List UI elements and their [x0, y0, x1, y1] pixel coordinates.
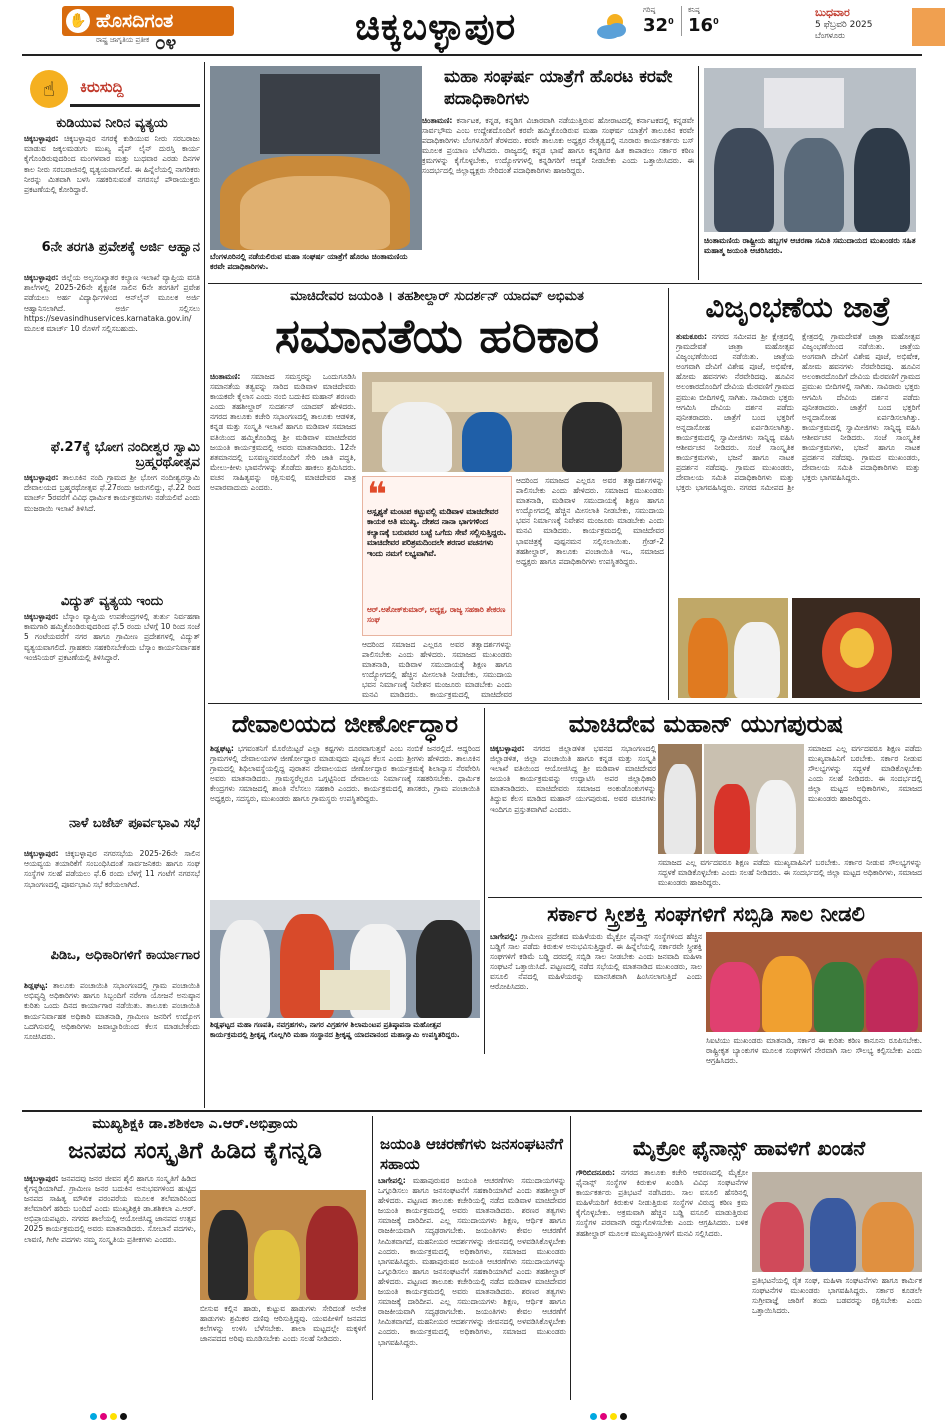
brief-heading: ಫೆ.27ಕ್ಕೆ ಭೋಗ ನಂದೀಶ್ವರ ಸ್ವಾಮಿ ಬ್ರಹ್ಮರಥೋತ್ಸವ	[50, 440, 200, 470]
briefs-title: ಕಿರುಸುದ್ದಿ	[80, 78, 124, 96]
pullquote-text: ಅಸ್ಪೃಶ್ಯತೆ ಮಂಟಪ ಕಟ್ಟುವಲ್ಲಿ ಮಡಿವಾಳ ಮಾಚಿದೇವರ ಕಾಯಕ ಅತಿ ಮುಖ್ಯ. ದೇಶದ ನಾನಾ ಭಾಗಗಳಿಂದ ಕಲ್ಯಾಣಕ್ಕೆ ಬರುವವರ ಬಟ್ಟೆ ಒಗೆದು ಸೇವೆ ಸಲ್ಲಿಸುತ್ತಿದ್ದರು. ಮಾಚಿದೇವರ ಪರಿಶ್ರಮದಿಂದಲೇ ಶರಣರ ವಚನಗಳು ಇಂದು ನಮಗೆ ಲಭ್ಯವಾಗಿವೆ.	[367, 507, 507, 558]
logo-emblem-icon: ✋	[66, 9, 90, 33]
section-title: ಚಿಕ್ಕಬಳ್ಳಾಪುರ	[355, 4, 517, 48]
column-divider	[204, 62, 205, 1108]
story7-photo	[200, 1190, 366, 1300]
story9-body-a: ಗೌರಿಬಿದನೂರು: ನಗರದ ತಾಲೂಕು ಕಚೇರಿ ಆವರಣದಲ್ಲಿ ಮೈಕ್ರೋ ಫೈನಾನ್ಸ್ ಸಂಸ್ಥೆಗಳ ಕಿರುಕುಳ ಖಂಡಿಸಿ ವಿವಿಧ ಸಂಘಟನೆಗಳ ಕಾರ್ಯಕರ್ತರು ಪ್ರತಿಭಟನೆ ನಡೆಸಿದರು. ಸಾಲ ವಸೂಲಿ ಹೆಸರಿನಲ್ಲಿ ಮಹಿಳೆಯರಿಗೆ ಕಿರುಕುಳ ನೀಡುತ್ತಿರುವ ಸಂಸ್ಥೆಗಳ ವಿರುದ್ಧ ಕಠಿಣ ಕ್ರಮ ಕೈಗೊಳ್ಳಬೇಕು. ಅಕ್ರಮವಾಗಿ ಹೆಚ್ಚಿನ ಬಡ್ಡಿ ವಸೂಲಿ ಮಾಡುತ್ತಿರುವ ಸಂಸ್ಥೆಗಳ ಪರವಾನಗಿ ರದ್ದುಗೊಳಿಸಬೇಕು ಎಂದು ಆಗ್ರಹಿಸಿದರು. ಬಳಿಕ ತಹಶೀಲ್ದಾರ್ ಮೂಲಕ ಮುಖ್ಯಮಂತ್ರಿಗಳಿಗೆ ಮನವಿ ಸಲ್ಲಿಸಿದರು.	[576, 1168, 748, 1238]
briefs-rule	[70, 104, 200, 107]
story3-body: ತುಮಕೂರು: ನಗರದ ಸಮೀಪದ ಶ್ರೀ ಕ್ಷೇತ್ರದಲ್ಲಿ ಗ್ರಾಮದೇವತೆ ಜಾತ್ರಾ ಮಹೋತ್ಸವ ವಿಜೃಂಭಣೆಯಿಂದ ನಡೆಯಿತು. ಜಾತ್ರೆಯ ಅಂಗವಾಗಿ ದೇವಿಗೆ ವಿಶೇಷ ಪೂಜೆ, ಅಭಿಷೇಕ, ಹೋಮ ಹವನಗಳು ನೆರವೇರಿದವು. ಹೂವಿನ ಅಲಂಕಾರದೊಂದಿಗೆ ದೇವಿಯ ಮೆರವಣಿಗೆ ಗ್ರಾಮದ ಪ್ರಮುಖ ಬೀದಿಗಳಲ್ಲಿ ಸಾಗಿತು. ಸಾವಿರಾರು ಭಕ್ತರು ಆಗಮಿಸಿ ದೇವಿಯ ದರ್ಶನ ಪಡೆದು ಪುನೀತರಾದರು. ಜಾತ್ರೆಗೆ ಬಂದ ಭಕ್ತರಿಗೆ ಅನ್ನದಾಸೋಹ ಏರ್ಪಡಿಸಲಾಗಿತ್ತು. ಕಾರ್ಯಕ್ರಮದಲ್ಲಿ ಸ್ವಾಮೀಜಿಗಳು ಸಾನ್ನಿಧ್ಯ ವಹಿಸಿ ಆಶೀರ್ವಚನ ನೀಡಿದರು. ಸಂಜೆ ಸಾಂಸ್ಕೃತಿಕ ಕಾರ್ಯಕ್ರಮಗಳು, ಭಜನೆ ಹಾಗೂ ನಾಟಕ ಪ್ರದರ್ಶನ ನಡೆದವು. ಗ್ರಾಮದ ಮುಖಂಡರು, ದೇವಾಲಯ ಸಮಿತಿ ಪದಾಧಿಕಾರಿಗಳು ಮತ್ತು ಭಕ್ತರು ಭಾಗವಹಿಸಿದ್ದರು. ನಗರದ ಸಮೀಪದ ಶ್ರೀ ಕ್ಷೇತ್ರದಲ್ಲಿ ಗ್ರಾಮದೇವತೆ ಜಾತ್ರಾ ಮಹೋತ್ಸವ ವಿಜೃಂಭಣೆಯಿಂದ ನಡೆಯಿತು. ಜಾತ್ರೆಯ ಅಂಗವಾಗಿ ದೇವಿಗೆ ವಿಶೇಷ ಪೂಜೆ, ಅಭಿಷೇಕ, ಹೋಮ ಹವನಗಳು ನೆರವೇರಿದವು. ಹೂವಿನ ಅಲಂಕಾರದೊಂದಿಗೆ ದೇವಿಯ ಮೆರವಣಿಗೆ ಗ್ರಾಮದ ಪ್ರಮುಖ ಬೀದಿಗಳಲ್ಲಿ ಸಾಗಿತು. ಸಾವಿರಾರು ಭಕ್ತರು ಆಗಮಿಸಿ ದೇವಿಯ ದರ್ಶನ ಪಡೆದು ಪುನೀತರಾದರು. ಜಾತ್ರೆಗೆ ಬಂದ ಭಕ್ತರಿಗೆ ಅನ್ನದಾಸೋಹ ಏರ್ಪಡಿಸಲಾಗಿತ್ತು. ಕಾರ್ಯಕ್ರಮದಲ್ಲಿ ಸ್ವಾಮೀಜಿಗಳು ಸಾನ್ನಿಧ್ಯ ವಹಿಸಿ ಆಶೀರ್ವಚನ ನೀಡಿದರು. ಸಂಜೆ ಸಾಂಸ್ಕೃತಿಕ ಕಾರ್ಯಕ್ರಮಗಳು, ಭಜನೆ ಹಾಗೂ ನಾಟಕ ಪ್ರದರ್ಶನ ನಡೆದವು. ಗ್ರಾಮದ ಮುಖಂಡರು, ದೇವಾಲಯ ಸಮಿತಿ ಪದಾಧಿಕಾರಿಗಳು ಮತ್ತು ಭಕ್ತರು ಭಾಗವಹಿಸಿದ್ದರು.	[676, 332, 920, 493]
story5-body-b: ಸಮಾಜದ ಎಲ್ಲ ವರ್ಗದವರೂ ಶಿಕ್ಷಣ ಪಡೆದು ಮುಖ್ಯವಾಹಿನಿಗೆ ಬರಬೇಕು. ಸರ್ಕಾರ ನೀಡುವ ಸೌಲಭ್ಯಗಳನ್ನು ಸದ್ಬಳಕೆ ಮಾಡಿಕೊಳ್ಳಬೇಕು ಎಂದು ಸಲಹೆ ನೀಡಿದರು. ಈ ಸಂದರ್ಭದಲ್ಲಿ ಜಿಲ್ಲಾ ಮಟ್ಟದ ಅಧಿಕಾರಿಗಳು, ಸಮಾಜದ ಮುಖಂಡರು ಹಾಜರಿದ್ದರು.	[808, 744, 922, 804]
story2-body-c: ಆದರಿಂದ ಸಮಾಜದ ಎಲ್ಲರೂ ಅವರ ತತ್ವಾದರ್ಶಗಳನ್ನು ಪಾಲಿಸಬೇಕು ಎಂದು ಹೇಳಿದರು. ಸಮಾಜದ ಮುಖಂಡರು ಮಾತನಾಡಿ, ಮಡಿವಾಳ ಸಮುದಾಯಕ್ಕೆ ಶಿಕ್ಷಣ ಹಾಗೂ ಉದ್ಯೋಗದಲ್ಲಿ ಹೆಚ್ಚಿನ ಮೀಸಲಾತಿ ನೀಡಬೇಕು, ಸಮುದಾಯ ಭವನ ನಿರ್ಮಾಣಕ್ಕೆ ನಿವೇಶನ ಮಂಜೂರು ಮಾಡಬೇಕು ಎಂದು ಮನವಿ ಮಾಡಿದರು. ಕಾರ್ಯಕ್ರಮದಲ್ಲಿ ಮಾಚಿದೇವರ	[362, 640, 512, 700]
brief-text: ಚಿಕ್ಕಬಳ್ಳಾಪುರ: ಚಿಕ್ಕಬಳ್ಳಾಪುರ ನಗರಸಭೆಯ 2025-26ನೇ ಸಾಲಿನ ಆಯವ್ಯಯ ತಯಾರಿಕೆಗೆ ಸಂಬಂಧಿಸಿದಂತೆ ಸಾರ್ವಜನಿಕರು ಹಾಗೂ ಸಂಘ ಸಂಸ್ಥೆಗಳ ಸಲಹೆ ಪಡೆಯಲು ಫೆ.6 ರಂದು ಬೆಳಗ್ಗೆ 11 ಗಂಟೆಗೆ ನಗರಸಭೆ ಸಭಾಂಗಣದಲ್ಲಿ ಪೂರ್ವಭಾವಿ ಸಭೆ ಕರೆಯಲಾಗಿದೆ.	[24, 849, 200, 889]
brief-item	[24, 594, 200, 808]
max-temp-label: ಗರಿಷ್ಠ	[643, 6, 656, 14]
story1-photo-right-caption: ಚಿಂತಾಮಣಿಯ ರಾಷ್ಟ್ರೀಯ ಹಬ್ಬಗಳ ಆಚರಣಾ ಸಮಿತಿ ಸಮುದಾಯದ ಮುಖಂಡರು ಸಹಿತ ಮಹಾತ್ಮ ಜಯಂತಿ ಆಚರಿಸಿದರು.	[704, 236, 916, 255]
temperature-box	[643, 6, 723, 46]
story2-body-b: ಆದರಿಂದ ಸಮಾಜದ ಎಲ್ಲರೂ ಅವರ ತತ್ವಾದರ್ಶಗಳನ್ನು ಪಾಲಿಸಬೇಕು ಎಂದು ಹೇಳಿದರು. ಸಮಾಜದ ಮುಖಂಡರು ಮಾತನಾಡಿ, ಮಡಿವಾಳ ಸಮುದಾಯಕ್ಕೆ ಶಿಕ್ಷಣ ಹಾಗೂ ಉದ್ಯೋಗದಲ್ಲಿ ಹೆಚ್ಚಿನ ಮೀಸಲಾತಿ ನೀಡಬೇಕು, ಸಮುದಾಯ ಭವನ ನಿರ್ಮಾಣಕ್ಕೆ ನಿವೇಶನ ಮಂಜೂರು ಮಾಡಬೇಕು ಎಂದು ಮನವಿ ಮಾಡಿದರು. ಕಾರ್ಯಕ್ರಮದಲ್ಲಿ ಮಾಚಿದೇವರ ಭಾವಚಿತ್ರಕ್ಕೆ ಪುಷ್ಪನಮನ ಸಲ್ಲಿಸಲಾಯಿತು. ಗ್ರೇಡ್-2 ತಹಶೀಲ್ದಾರ್, ತಾಲೂಕು ಪಂಚಾಯಿತಿ ಇಒ, ಸಮಾಜದ ಅಧ್ಯಕ್ಷರು ಹಾಗೂ ಪದಾಧಿಕಾರಿಗಳು ಉಪಸ್ಥಿತರಿದ್ದರು.	[516, 476, 664, 566]
story3-photo-left	[678, 598, 788, 698]
story5-photo-center	[704, 744, 804, 854]
story9-headline: ಮೈಕ್ರೋ ಫೈನಾನ್ಸ್ ಹಾವಳಿಗೆ ಖಂಡನೆ	[632, 1136, 866, 1160]
min-temp-label: ಕನಿಷ್ಠ	[688, 6, 700, 14]
brief-item	[24, 948, 200, 1105]
max-temp: $32^0$	[643, 15, 674, 36]
story2-body-a: ಚಿಂತಾಮಣಿ: ಸಮಾಜದ ಸಮಸ್ತರನ್ನು ಒಂದುಗೂಡಿಸಿ ಸಮಾನತೆಯ ತತ್ವವನ್ನು ಸಾರಿದ ಮಡಿವಾಳ ಮಾಚಿದೇವರು ಕಾಯಕವೇ ಕೈಲಾಸ ಎಂದು ನಂಬಿ ಬದುಕಿದ ಮಹಾನ್ ಶರಣರು ಎಂದು ತಹಶೀಲ್ದಾರ್ ಸುದರ್ಶನ್ ಯಾದವ್ ಹೇಳಿದರು. ನಗರದ ತಾಲೂಕು ಕಚೇರಿ ಸಭಾಂಗಣದಲ್ಲಿ ತಾಲೂಕು ಆಡಳಿತ, ಕನ್ನಡ ಮತ್ತು ಸಂಸ್ಕೃತಿ ಇಲಾಖೆ ಹಾಗೂ ಮಡಿವಾಳ ಸಮಾಜದ ವತಿಯಿಂದ ಹಮ್ಮಿಕೊಂಡಿದ್ದ ಶ್ರೀ ಮಡಿವಾಳ ಮಾಚಿದೇವರ ಜಯಂತಿ ಕಾರ್ಯಕ್ರಮದಲ್ಲಿ ಅವರು ಮಾತನಾಡಿದರು. 12ನೇ ಶತಮಾನದಲ್ಲಿ ಬಸವಣ್ಣನವರೊಂದಿಗೆ ಸೇರಿ ಜಾತಿ ಪದ್ಧತಿ, ಮೇಲು-ಕೀಳು ಭಾವನೆಗಳನ್ನು ತೊಡೆದು ಹಾಕಲು ಶ್ರಮಿಸಿದರು. ವಚನ ಸಾಹಿತ್ಯವನ್ನು ರಕ್ಷಿಸುವಲ್ಲಿ ಮಾಚಿದೇವರ ಪಾತ್ರ ಅಪಾರವಾದುದು ಎಂದರು.	[210, 372, 356, 493]
story1-photo-right	[704, 68, 916, 232]
brief-item	[24, 116, 200, 242]
masthead-rule	[22, 54, 922, 56]
brief-item	[24, 240, 200, 431]
story8-body: ಬಾಗೇಪಲ್ಲಿ: ಮಹಾಪುರುಷರ ಜಯಂತಿ ಆಚರಣೆಗಳು ಸಮುದಾಯಗಳನ್ನು ಒಗ್ಗೂಡಿಸಲು ಹಾಗೂ ಜನಸಂಘಟನೆಗೆ ಸಹಕಾರಿಯಾಗಿವೆ ಎಂದು ತಹಶೀಲ್ದಾರ್ ಹೇಳಿದರು. ಪಟ್ಟಣದ ತಾಲೂಕು ಕಚೇರಿಯಲ್ಲಿ ನಡೆದ ಮಡಿವಾಳ ಮಾಚಿದೇವರ ಜಯಂತಿ ಕಾರ್ಯಕ್ರಮದಲ್ಲಿ ಅವರು ಮಾತನಾಡಿದರು. ಶರಣರ ತತ್ವಗಳು ಸಮಾಜಕ್ಕೆ ದಾರಿದೀಪ. ಎಲ್ಲ ಸಮುದಾಯಗಳು ಶಿಕ್ಷಣ, ಆರ್ಥಿಕ ಹಾಗೂ ರಾಜಕೀಯವಾಗಿ ಸದೃಢರಾಗಬೇಕು. ಜಯಂತಿಗಳು ಕೇವಲ ಆಚರಣೆಗೆ ಸೀಮಿತವಾಗದೆ, ಮಹನೀಯರ ಆದರ್ಶಗಳನ್ನು ಜೀವನದಲ್ಲಿ ಅಳವಡಿಸಿಕೊಳ್ಳಬೇಕು ಎಂದರು. ಕಾರ್ಯಕ್ರಮದಲ್ಲಿ ಅಧಿಕಾರಿಗಳು, ಸಮಾಜದ ಮುಖಂಡರು ಭಾಗವಹಿಸಿದ್ದರು. ಮಹಾಪುರುಷರ ಜಯಂತಿ ಆಚರಣೆಗಳು ಸಮುದಾಯಗಳನ್ನು ಒಗ್ಗೂಡಿಸಲು ಹಾಗೂ ಜನಸಂಘಟನೆಗೆ ಸಹಕಾರಿಯಾಗಿವೆ ಎಂದು ತಹಶೀಲ್ದಾರ್ ಹೇಳಿದರು. ಪಟ್ಟಣದ ತಾಲೂಕು ಕಚೇರಿಯಲ್ಲಿ ನಡೆದ ಮಡಿವಾಳ ಮಾಚಿದೇವರ ಜಯಂತಿ ಕಾರ್ಯಕ್ರಮದಲ್ಲಿ ಅವರು ಮಾತನಾಡಿದರು. ಶರಣರ ತತ್ವಗಳು ಸಮಾಜಕ್ಕೆ ದಾರಿದೀಪ. ಎಲ್ಲ ಸಮುದಾಯಗಳು ಶಿಕ್ಷಣ, ಆರ್ಥಿಕ ಹಾಗೂ ರಾಜಕೀಯವಾಗಿ ಸದೃಢರಾಗಬೇಕು. ಜಯಂತಿಗಳು ಕೇವಲ ಆಚರಣೆಗೆ ಸೀಮಿತವಾಗದೆ, ಮಹನೀಯರ ಆದರ್ಶಗಳನ್ನು ಜೀವನದಲ್ಲಿ ಅಳವಡಿಸಿಕೊಳ್ಳಬೇಕು ಎಂದರು. ಕಾರ್ಯಕ್ರಮದಲ್ಲಿ ಅಧಿಕಾರಿಗಳು, ಸಮಾಜದ ಮುಖಂಡರು ಭಾಗವಹಿಸಿದ್ದರು.	[378, 1176, 566, 1347]
story2-headline: ಸಮಾನತೆಯ ಹರಿಕಾರ	[274, 309, 600, 364]
story1-photo-left	[210, 66, 422, 250]
story2-photo	[362, 372, 664, 472]
story7-headline: ಜನಪದ ಸಂಸ್ಕೃತಿಗೆ ಹಿಡಿದ ಕೈಗನ್ನಡಿ	[68, 1137, 322, 1164]
corner-tab	[912, 8, 945, 46]
story6-body-b: ಸಿಐಟಿಯು ಮುಖಂಡರು ಮಾತನಾಡಿ, ಸರ್ಕಾರ ಈ ಕುರಿತು ಕಠಿಣ ಕಾನೂನು ರೂಪಿಸಬೇಕು. ರಾಷ್ಟ್ರೀಕೃತ ಬ್ಯಾಂಕುಗಳ ಮೂಲಕ ಸಂಘಗಳಿಗೆ ನೇರವಾಗಿ ಸಾಲ ಸೌಲಭ್ಯ ಕಲ್ಪಿಸಬೇಕು ಎಂದು ಆಗ್ರಹಿಸಿದರು.	[706, 1036, 922, 1066]
edition-place: ಬೆಂಗಳೂರು	[815, 31, 845, 40]
brief-text: ಚಿಕ್ಕಬಳ್ಳಾಪುರ: ಚಿಕ್ಕಬಳ್ಳಾಪುರ ನಗರಕ್ಕೆ ಕುಡಿಯುವ ನೀರು ಸರಬರಾಜು ಮಾಡುವ ಜಕ್ಕಲಮಡುಗು ಮುಖ್ಯ ಪೈಪ್ ಲೈನ್ ದುರಸ್ತಿ ಕಾರ್ಯ ಕೈಗೊಂಡಿರುವುದರಿಂದ ಮಂಗಳವಾರ ಮತ್ತು ಬುಧವಾರ ಎರಡು ದಿನಗಳ ಕಾಲ ನೀರು ಸರಬರಾಜಿನಲ್ಲಿ ವ್ಯತ್ಯಯವಾಗಲಿದೆ. ಈ ಹಿನ್ನೆಲೆಯಲ್ಲಿ ನಾಗರಿಕರು ನೀರನ್ನು ಮಿತವಾಗಿ ಬಳಸಿ ಸಹಕರಿಸುವಂತೆ ನಗರಸಭೆ ಪೌರಾಯುಕ್ತರು ಪ್ರಕಟಣೆಯಲ್ಲಿ ಕೋರಿದ್ದಾರೆ.	[24, 134, 200, 195]
story5-headline: ಮಾಚಿದೇವ ಮಹಾನ್ ಯುಗಪುರುಷ	[568, 709, 844, 738]
story7-kicker: ಮುಖ್ಯಶಿಕ್ಷಕಿ ಡಾ.ಶಶಿಕಲಾ ಎ.ಆರ್.ಅಭಿಪ್ರಾಯ	[92, 1116, 298, 1132]
story4-photo	[210, 900, 480, 1018]
column-divider	[372, 1116, 373, 1400]
brief-item	[24, 440, 200, 585]
story4-headline: ದೇವಾಲಯದ ಜೀರ್ಣೋದ್ಧಾರ	[231, 709, 459, 738]
brief-item	[24, 816, 200, 945]
story6-headline: ಸರ್ಕಾರ ಸ್ತ್ರೀಶಕ್ತಿ ಸಂಘಗಳಿಗೆ ಸಬ್ಸಿಡಿ ಸಾಲ ನೀಡಲಿ	[547, 901, 865, 926]
story1-headline: ಮಹಾ ಸಂಘರ್ಷ ಯಾತ್ರೆಗೆ ಹೊರಟ ಕರವೇ ಪದಾಧಿಕಾರಿಗಳು	[444, 67, 673, 109]
newspaper-logo: ಹೊಸದಿಗಂತ	[62, 6, 234, 36]
story1-photo-left-caption: ಬೆಂಗಳೂರಿನಲ್ಲಿ ನಡೆಯಲಿರುವ ಮಹಾ ಸಂಘರ್ಷ ಯಾತ್ರೆಗೆ ಹೊರಟ ಚಿಂತಾಮಣಿಯ ಕರವೇ ಪದಾಧಿಕಾರಿಗಳು.	[210, 252, 408, 271]
brief-heading: ವಿದ್ಯುತ್ ವ್ಯತ್ಯಯ ಇಂದು	[60, 594, 164, 609]
column-divider	[668, 288, 669, 700]
brief-text: ಶಿಡ್ಲಘಟ್ಟ: ತಾಲೂಕು ಪಂಚಾಯಿತಿ ಸಭಾಂಗಣದಲ್ಲಿ ಗ್ರಾಮ ಪಂಚಾಯಿತಿ ಅಭಿವೃದ್ಧಿ ಅಧಿಕಾರಿಗಳು ಹಾಗೂ ಸಿಬ್ಬಂದಿಗೆ ನರೇಗಾ ಯೋಜನೆ ಅನುಷ್ಠಾನ ಕುರಿತು ಒಂದು ದಿನದ ಕಾರ್ಯಾಗಾರ ನಡೆಯಿತು. ತಾಲೂಕು ಪಂಚಾಯಿತಿ ಕಾರ್ಯನಿರ್ವಾಹಕ ಅಧಿಕಾರಿ ಮಾತನಾಡಿ, ಗ್ರಾಮೀಣ ಜನರಿಗೆ ಉದ್ಯೋಗ ಒದಗಿಸುವಲ್ಲಿ ಅಧಿಕಾರಿಗಳು ಜವಾಬ್ದಾರಿಯಿಂದ ಕೆಲಸ ಮಾಡಬೇಕೆಂದು ಸೂಚಿಸಿದರು.	[24, 981, 200, 1042]
story8-headline: ಜಯಂತಿ ಆಚರಣೆಗಳು ಜನಸಂಘಟನೆಗೆ ಸಹಾಯ	[380, 1135, 563, 1173]
brief-heading: 6ನೇ ತರಗತಿ ಪ್ರವೇಶಕ್ಕೆ ಅರ್ಜಿ ಆಹ್ವಾನ	[41, 240, 200, 255]
brief-heading: ಕುಡಿಯುವ ನೀರಿನ ವ್ಯತ್ಯಯ	[56, 116, 168, 131]
section-rule	[22, 1110, 922, 1112]
story3-headline: ವಿಜೃಂಭಣೆಯ ಜಾತ್ರೆ	[705, 290, 891, 324]
hand-icon: ☝	[30, 70, 68, 108]
column-divider	[570, 1116, 571, 1400]
min-temp: $16^0$	[688, 15, 719, 36]
logo-tagline: ರಾಷ್ಟ್ರ ಜಾಗೃತಿಯ ಪ್ರತೀಕ	[96, 36, 150, 44]
story4-body: ಶಿಡ್ಲಘಟ್ಟ: ಭಗವಂತನಿಗೆ ಮೊರೆಯಿಟ್ಟರೆ ಎಲ್ಲಾ ಕಷ್ಟಗಳು ದೂರವಾಗುತ್ತವೆ ಎಂಬ ನಂಬಿಕೆ ಜನರಲ್ಲಿದೆ. ಆದ್ದರಿಂದ ಗ್ರಾಮಗಳಲ್ಲಿ ದೇವಾಲಯಗಳ ಜೀರ್ಣೋದ್ಧಾರ ಮಾಡುವುದು ಪುಣ್ಯದ ಕೆಲಸ ಎಂದು ಶ್ರೀಗಳು ಹೇಳಿದರು. ತಾಲೂಕಿನ ಗ್ರಾಮದಲ್ಲಿ ಶಿಥಿಲಾವಸ್ಥೆಯಲ್ಲಿದ್ದ ಪುರಾತನ ದೇವಾಲಯದ ಜೀರ್ಣೋದ್ಧಾರ ಕಾರ್ಯಕ್ರಮಕ್ಕೆ ಶಿಲಾನ್ಯಾಸ ನೆರವೇರಿಸಿ ಅವರು ಮಾತನಾಡಿದರು. ಗ್ರಾಮಸ್ಥರೆಲ್ಲರೂ ಒಗ್ಗಟ್ಟಿನಿಂದ ದೇವಾಲಯ ನಿರ್ಮಾಣಕ್ಕೆ ಸಹಕರಿಸಬೇಕು. ಧಾರ್ಮಿಕ ಕೇಂದ್ರಗಳು ಸಮಾಜದಲ್ಲಿ ಶಾಂತಿ ನೆಲೆಸಲು ಸಹಕಾರಿ ಎಂದರು. ಕಾರ್ಯಕ್ರಮದಲ್ಲಿ ಶಾಸಕರು, ಗ್ರಾಮ ಪಂಚಾಯಿತಿ ಅಧ್ಯಕ್ಷರು, ಸದಸ್ಯರು, ಮುಖಂಡರು ಹಾಗೂ ಗ್ರಾಮಸ್ಥರು ಉಪಸ್ಥಿತರಿದ್ದರು.	[210, 744, 480, 804]
brief-text: ಚಿಕ್ಕಬಳ್ಳಾಪುರ: ಜಿಲ್ಲೆಯ ಅಲ್ಪಸಂಖ್ಯಾತರ ಕಲ್ಯಾಣ ಇಲಾಖೆ ವ್ಯಾಪ್ತಿಯ ವಸತಿ ಶಾಲೆಗಳಲ್ಲಿ 2025-26ನೇ ಶೈಕ್ಷಣಿಕ ಸಾಲಿನ 6ನೇ ತರಗತಿಗೆ ಪ್ರವೇಶ ಪಡೆಯಲು ಅರ್ಹ ವಿದ್ಯಾರ್ಥಿಗಳಿಂದ ಆನ್‌ಲೈನ್ ಮೂಲಕ ಅರ್ಜಿ ಆಹ್ವಾನಿಸಲಾಗಿದೆ. ಅರ್ಜಿ ಸಲ್ಲಿಸಲು https://sevasindhuservices.karnataka.gov.in/ ಮೂಲಕ ಮಾರ್ಚ್ 10 ರೊಳಗೆ ಸಲ್ಲಿಸಬಹುದು.	[24, 273, 200, 334]
story3-photo-right	[792, 598, 920, 698]
story5-photo-portrait	[658, 744, 702, 854]
section-rule	[208, 283, 922, 284]
brief-text: ಚಿಕ್ಕಬಳ್ಳಾಪುರ: ಬೆಸ್ಕಾಂ ವ್ಯಾಪ್ತಿಯ ಉಪಕೇಂದ್ರಗಳಲ್ಲಿ ತುರ್ತು ನಿರ್ವಹಣಾ ಕಾಮಗಾರಿ ಹಮ್ಮಿಕೊಂಡಿರುವುದರಿಂದ ಫೆ.5 ರಂದು ಬೆಳಗ್ಗೆ 10 ರಿಂದ ಸಂಜೆ 5 ಗಂಟೆಯವರೆಗೆ ನಗರ ಹಾಗೂ ಗ್ರಾಮೀಣ ಪ್ರದೇಶಗಳಲ್ಲಿ ವಿದ್ಯುತ್ ವ್ಯತ್ಯಯವಾಗಲಿದೆ. ಗ್ರಾಹಕರು ಸಹಕರಿಸಬೇಕೆಂದು ಬೆಸ್ಕಾಂ ಕಾರ್ಯನಿರ್ವಾಹಕ ಇಂಜಿನಿಯರ್ ಪ್ರಕಟಣೆಯಲ್ಲಿ ತಿಳಿಸಿದ್ದಾರೆ.	[24, 612, 200, 662]
column-divider	[698, 66, 699, 280]
issue-date: 5 ಫೆಬ್ರವರಿ 2025	[815, 20, 873, 30]
registration-marks	[590, 1405, 630, 1415]
brief-heading: ನಾಳೆ ಬಜೆಟ್ ಪೂರ್ವಭಾವಿ ಸಭೆ	[69, 816, 200, 831]
weekday: ಬುಧವಾರ	[815, 6, 850, 19]
registration-marks	[90, 1405, 130, 1415]
story5-body-c: ಸಮಾಜದ ಎಲ್ಲ ವರ್ಗದವರೂ ಶಿಕ್ಷಣ ಪಡೆದು ಮುಖ್ಯವಾಹಿನಿಗೆ ಬರಬೇಕು. ಸರ್ಕಾರ ನೀಡುವ ಸೌಲಭ್ಯಗಳನ್ನು ಸದ್ಬಳಕೆ ಮಾಡಿಕೊಳ್ಳಬೇಕು ಎಂದು ಸಲಹೆ ನೀಡಿದರು. ಈ ಸಂದರ್ಭದಲ್ಲಿ ಜಿಲ್ಲಾ ಮಟ್ಟದ ಅಧಿಕಾರಿಗಳು, ಸಮಾಜದ ಮುಖಂಡರು ಹಾಜರಿದ್ದರು.	[658, 858, 922, 888]
pullquote-author: ಆರ್.ಅಶೋಕ್‌ಕುಮಾರ್, ಅಧ್ಯಕ್ಷ, ರಾಜ್ಯ ಸಹಕಾರಿ ಶೇಕರಣ ಸಂಘ	[367, 605, 506, 624]
section-rule	[208, 703, 922, 704]
story6-photo	[706, 932, 922, 1032]
dateline-box	[815, 6, 915, 41]
page-number: ೦೪	[155, 32, 177, 54]
brief-heading: ಪಿಡಿಒ, ಅಧಿಕಾರಿಗಳಿಗೆ ಕಾರ್ಯಾಗಾರ	[50, 948, 200, 963]
story4-photo-caption: ಶಿಡ್ಲಘಟ್ಟದ ಮಹಾ ಗಣಪತಿ, ನವಗ್ರಹಗಳು, ನಾಗರ ವಿಗ್ರಹಗಳ ಶಿಲಾಮಂಟಪ ಪ್ರತಿಷ್ಠಾಪನಾ ಮಹೋತ್ಸವ ಕಾರ್ಯಕ್ರಮದಲ್ಲಿ ಶ್ರೀಕೃಷ್ಣ ಗೊಲ್ಲಗಿರಿ ಮಹಾ ಸಂಸ್ಥಾನದ ಶ್ರೀಕೃಷ್ಣ ಯಾದವಾನಂದ ಮಹಾಸ್ವಾಮಿ ಉಪಸ್ಥಿತರಿದ್ದರು.	[210, 1020, 460, 1039]
quote-icon: ❝	[367, 475, 387, 515]
weather-icon	[595, 10, 629, 44]
section-rule	[488, 897, 922, 898]
column-divider	[484, 708, 485, 1054]
brief-text: ಚಿಕ್ಕಬಳ್ಳಾಪುರ: ತಾಲೂಕಿನ ನಂದಿ ಗ್ರಾಮದ ಶ್ರೀ ಭೋಗ ನಂದೀಶ್ವರಸ್ವಾಮಿ ದೇವಾಲಯದ ಬ್ರಹ್ಮರಥೋತ್ಸವ ಫೆ.27ರಂದು ಜರುಗಲಿದ್ದು, ಫೆ.22 ರಿಂದ ಮಾರ್ಚ್ 5ರವರೆಗೆ ವಿವಿಧ ಧಾರ್ಮಿಕ ಕಾರ್ಯಕ್ರಮಗಳು ನಡೆಯಲಿವೆ ಎಂದು ಮುಜರಾಯಿ ಇಲಾಖೆ ತಿಳಿಸಿದೆ.	[24, 473, 200, 513]
story1-body: ಚಿಂತಾಮಣಿ: ಕರ್ನಾಟಕ, ಕನ್ನಡ, ಕನ್ನಡಿಗ ವಿಚಾರವಾಗಿ ನಡೆಯುತ್ತಿರುವ ಹೋರಾಟದಲ್ಲಿ ಕರ್ನಾಟಕದಲ್ಲಿ ಕನ್ನಡವೇ ಸಾರ್ವಭೌಮ ಎಂಬ ಉದ್ದೇಶದೊಂದಿಗೆ ಕರವೇ ಹಮ್ಮಿಕೊಂಡಿರುವ ಮಹಾ ಸಂಘರ್ಷ ಯಾತ್ರೆಗೆ ತಾಲೂಕಿನ ಕರವೇ ಪದಾಧಿಕಾರಿಗಳು ಬೆಂಗಳೂರಿಗೆ ತೆರಳಿದರು. ಕರವೇ ತಾಲೂಕು ಅಧ್ಯಕ್ಷರ ನೇತೃತ್ವದಲ್ಲಿ ನೂರಾರು ಕಾರ್ಯಕರ್ತರು ಬಸ್ ಮೂಲಕ ಪ್ರಯಾಣ ಬೆಳೆಸಿದರು. ರಾಜ್ಯದಲ್ಲಿ ಕನ್ನಡ ಭಾಷೆ ಹಾಗೂ ಕನ್ನಡಿಗರ ಹಿತ ಕಾಪಾಡಲು ಸರ್ಕಾರ ಕಠಿಣ ಕ್ರಮಗಳನ್ನು ಕೈಗೊಳ್ಳಬೇಕು, ಉದ್ಯೋಗಗಳಲ್ಲಿ ಕನ್ನಡಿಗರಿಗೆ ಆದ್ಯತೆ ನೀಡಬೇಕು ಎಂದು ಒತ್ತಾಯಿಸಿದರು. ಈ ಸಂದರ್ಭದಲ್ಲಿ ಜಿಲ್ಲಾಧ್ಯಕ್ಷರು ಸೇರಿದಂತೆ ಪದಾಧಿಕಾರಿಗಳು ಹಾಜರಿದ್ದರು.	[422, 116, 694, 176]
story2-pullquote	[362, 476, 512, 636]
story6-body-a: ಬಾಗೇಪಲ್ಲಿ: ಗ್ರಾಮೀಣ ಪ್ರದೇಶದ ಮಹಿಳೆಯರು ಮೈಕ್ರೋ ಫೈನಾನ್ಸ್ ಸಂಸ್ಥೆಗಳಿಂದ ಹೆಚ್ಚಿನ ಬಡ್ಡಿಗೆ ಸಾಲ ಪಡೆದು ಕಿರುಕುಳ ಅನುಭವಿಸುತ್ತಿದ್ದಾರೆ. ಈ ಹಿನ್ನೆಲೆಯಲ್ಲಿ ಸರ್ಕಾರವೇ ಸ್ತ್ರೀಶಕ್ತಿ ಸಂಘಗಳಿಗೆ ಕಡಿಮೆ ಬಡ್ಡಿ ದರದಲ್ಲಿ ಸಬ್ಸಿಡಿ ಸಾಲ ನೀಡಬೇಕು ಎಂದು ಜನವಾದಿ ಮಹಿಳಾ ಸಂಘಟನೆ ಒತ್ತಾಯಿಸಿದೆ. ಪಟ್ಟಣದಲ್ಲಿ ನಡೆದ ಸಭೆಯಲ್ಲಿ ಮಾತನಾಡಿದ ಮುಖಂಡರು, ಸಾಲ ವಸೂಲಿ ನೆಪದಲ್ಲಿ ಮಹಿಳೆಯರನ್ನು ಮಾನಸಿಕವಾಗಿ ಹಿಂಸಿಸಲಾಗುತ್ತಿದೆ ಎಂದು ಆರೋಪಿಸಿದರು.	[490, 932, 702, 992]
story7-body-a: ಚಿಕ್ಕಬಳ್ಳಾಪುರ: ಜನಪದವು ಜನರ ಜೀವನ ಶೈಲಿ ಹಾಗೂ ಸಂಸ್ಕೃತಿಗೆ ಹಿಡಿದ ಕೈಗನ್ನಡಿಯಾಗಿದೆ. ಗ್ರಾಮೀಣ ಜನರ ಬದುಕಿನ ಅನುಭವಗಳಿಂದ ಹುಟ್ಟಿದ ಜನಪದ ಸಾಹಿತ್ಯ ಮೌಖಿಕ ಪರಂಪರೆಯ ಮೂಲಕ ತಲೆಮಾರಿನಿಂದ ತಲೆಮಾರಿಗೆ ಹರಿದು ಬಂದಿದೆ ಎಂದು ಮುಖ್ಯಶಿಕ್ಷಕಿ ಡಾ.ಶಶಿಕಲಾ ಎ.ಆರ್. ಅಭಿಪ್ರಾಯಪಟ್ಟರು. ನಗರದ ಶಾಲೆಯಲ್ಲಿ ಆಯೋಜಿಸಿದ್ದ ಜಾನಪದ ಉತ್ಸವ 2025 ಕಾರ್ಯಕ್ರಮದಲ್ಲಿ ಅವರು ಮಾತನಾಡಿದರು. ಸೋಬಾನೆ ಪದಗಳು, ಲಾವಣಿ, ಗೀಗೀ ಪದಗಳು ನಮ್ಮ ಸಂಸ್ಕೃತಿಯ ಪ್ರತೀಕಗಳು ಎಂದರು.	[24, 1174, 196, 1244]
story2-kicker: ಮಾಚಿದೇವರ ಜಯಂತಿ । ತಹಶೀಲ್ದಾರ್ ಸುದರ್ಶನ್ ಯಾದವ್ ಅಭಿಮತ	[290, 289, 584, 304]
story9-photo	[752, 1172, 922, 1272]
story5-body-a: ಚಿಕ್ಕಬಳ್ಳಾಪುರ: ನಗರದ ಜಿಲ್ಲಾಡಳಿತ ಭವನದ ಸಭಾಂಗಣದಲ್ಲಿ ಜಿಲ್ಲಾಡಳಿತ, ಜಿಲ್ಲಾ ಪಂಚಾಯಿತಿ ಹಾಗೂ ಕನ್ನಡ ಮತ್ತು ಸಂಸ್ಕೃತಿ ಇಲಾಖೆ ವತಿಯಿಂದ ಆಯೋಜಿಸಿದ್ದ ಶ್ರೀ ಮಡಿವಾಳ ಮಾಚಿದೇವರ ಜಯಂತಿ ಕಾರ್ಯಕ್ರಮವನ್ನು ಉದ್ಘಾಟಿಸಿ ಅಪರ ಜಿಲ್ಲಾಧಿಕಾರಿ ಮಾತನಾಡಿದರು. ಮಾಚಿದೇವರು ಸಮಾಜದ ಅಂಕುಡೊಂಕುಗಳನ್ನು ತಿದ್ದುವ ಕೆಲಸ ಮಾಡಿದ ಮಹಾನ್ ಯುಗಪುರುಷ. ಅವರ ವಚನಗಳು ಇಂದಿಗೂ ಪ್ರಸ್ತುತವಾಗಿವೆ ಎಂದರು.	[490, 744, 656, 814]
story9-body-b: ಪ್ರತಿಭಟನೆಯಲ್ಲಿ ರೈತ ಸಂಘ, ಮಹಿಳಾ ಸಂಘಟನೆಗಳು ಹಾಗೂ ಕಾರ್ಮಿಕ ಸಂಘಟನೆಗಳ ಮುಖಂಡರು ಭಾಗವಹಿಸಿದ್ದರು. ಸರ್ಕಾರ ಕೂಡಲೇ ಸುಗ್ರೀವಾಜ್ಞೆ ಜಾರಿಗೆ ತಂದು ಬಡವರನ್ನು ರಕ್ಷಿಸಬೇಕು ಎಂದು ಒತ್ತಾಯಿಸಿದರು.	[752, 1276, 922, 1316]
story7-body-b: ಬೀಸುವ ಕಲ್ಲಿನ ಹಾಡು, ಕುಟ್ಟುವ ಹಾಡುಗಳು ಸೇರಿದಂತೆ ಅನೇಕ ಹಾಡುಗಳು ಶ್ರಮಿಕರ ದಣಿವು ಆರಿಸುತ್ತಿದ್ದವು. ಯುವಪೀಳಿಗೆ ಜನಪದ ಕಲೆಗಳನ್ನು ಉಳಿಸಿ ಬೆಳೆಸಬೇಕು. ಶಾಲಾ ಮಟ್ಟದಲ್ಲೇ ಮಕ್ಕಳಿಗೆ ಜಾನಪದದ ಅರಿವು ಮೂಡಿಸಬೇಕು ಎಂದು ಸಲಹೆ ನೀಡಿದರು.	[200, 1304, 366, 1344]
